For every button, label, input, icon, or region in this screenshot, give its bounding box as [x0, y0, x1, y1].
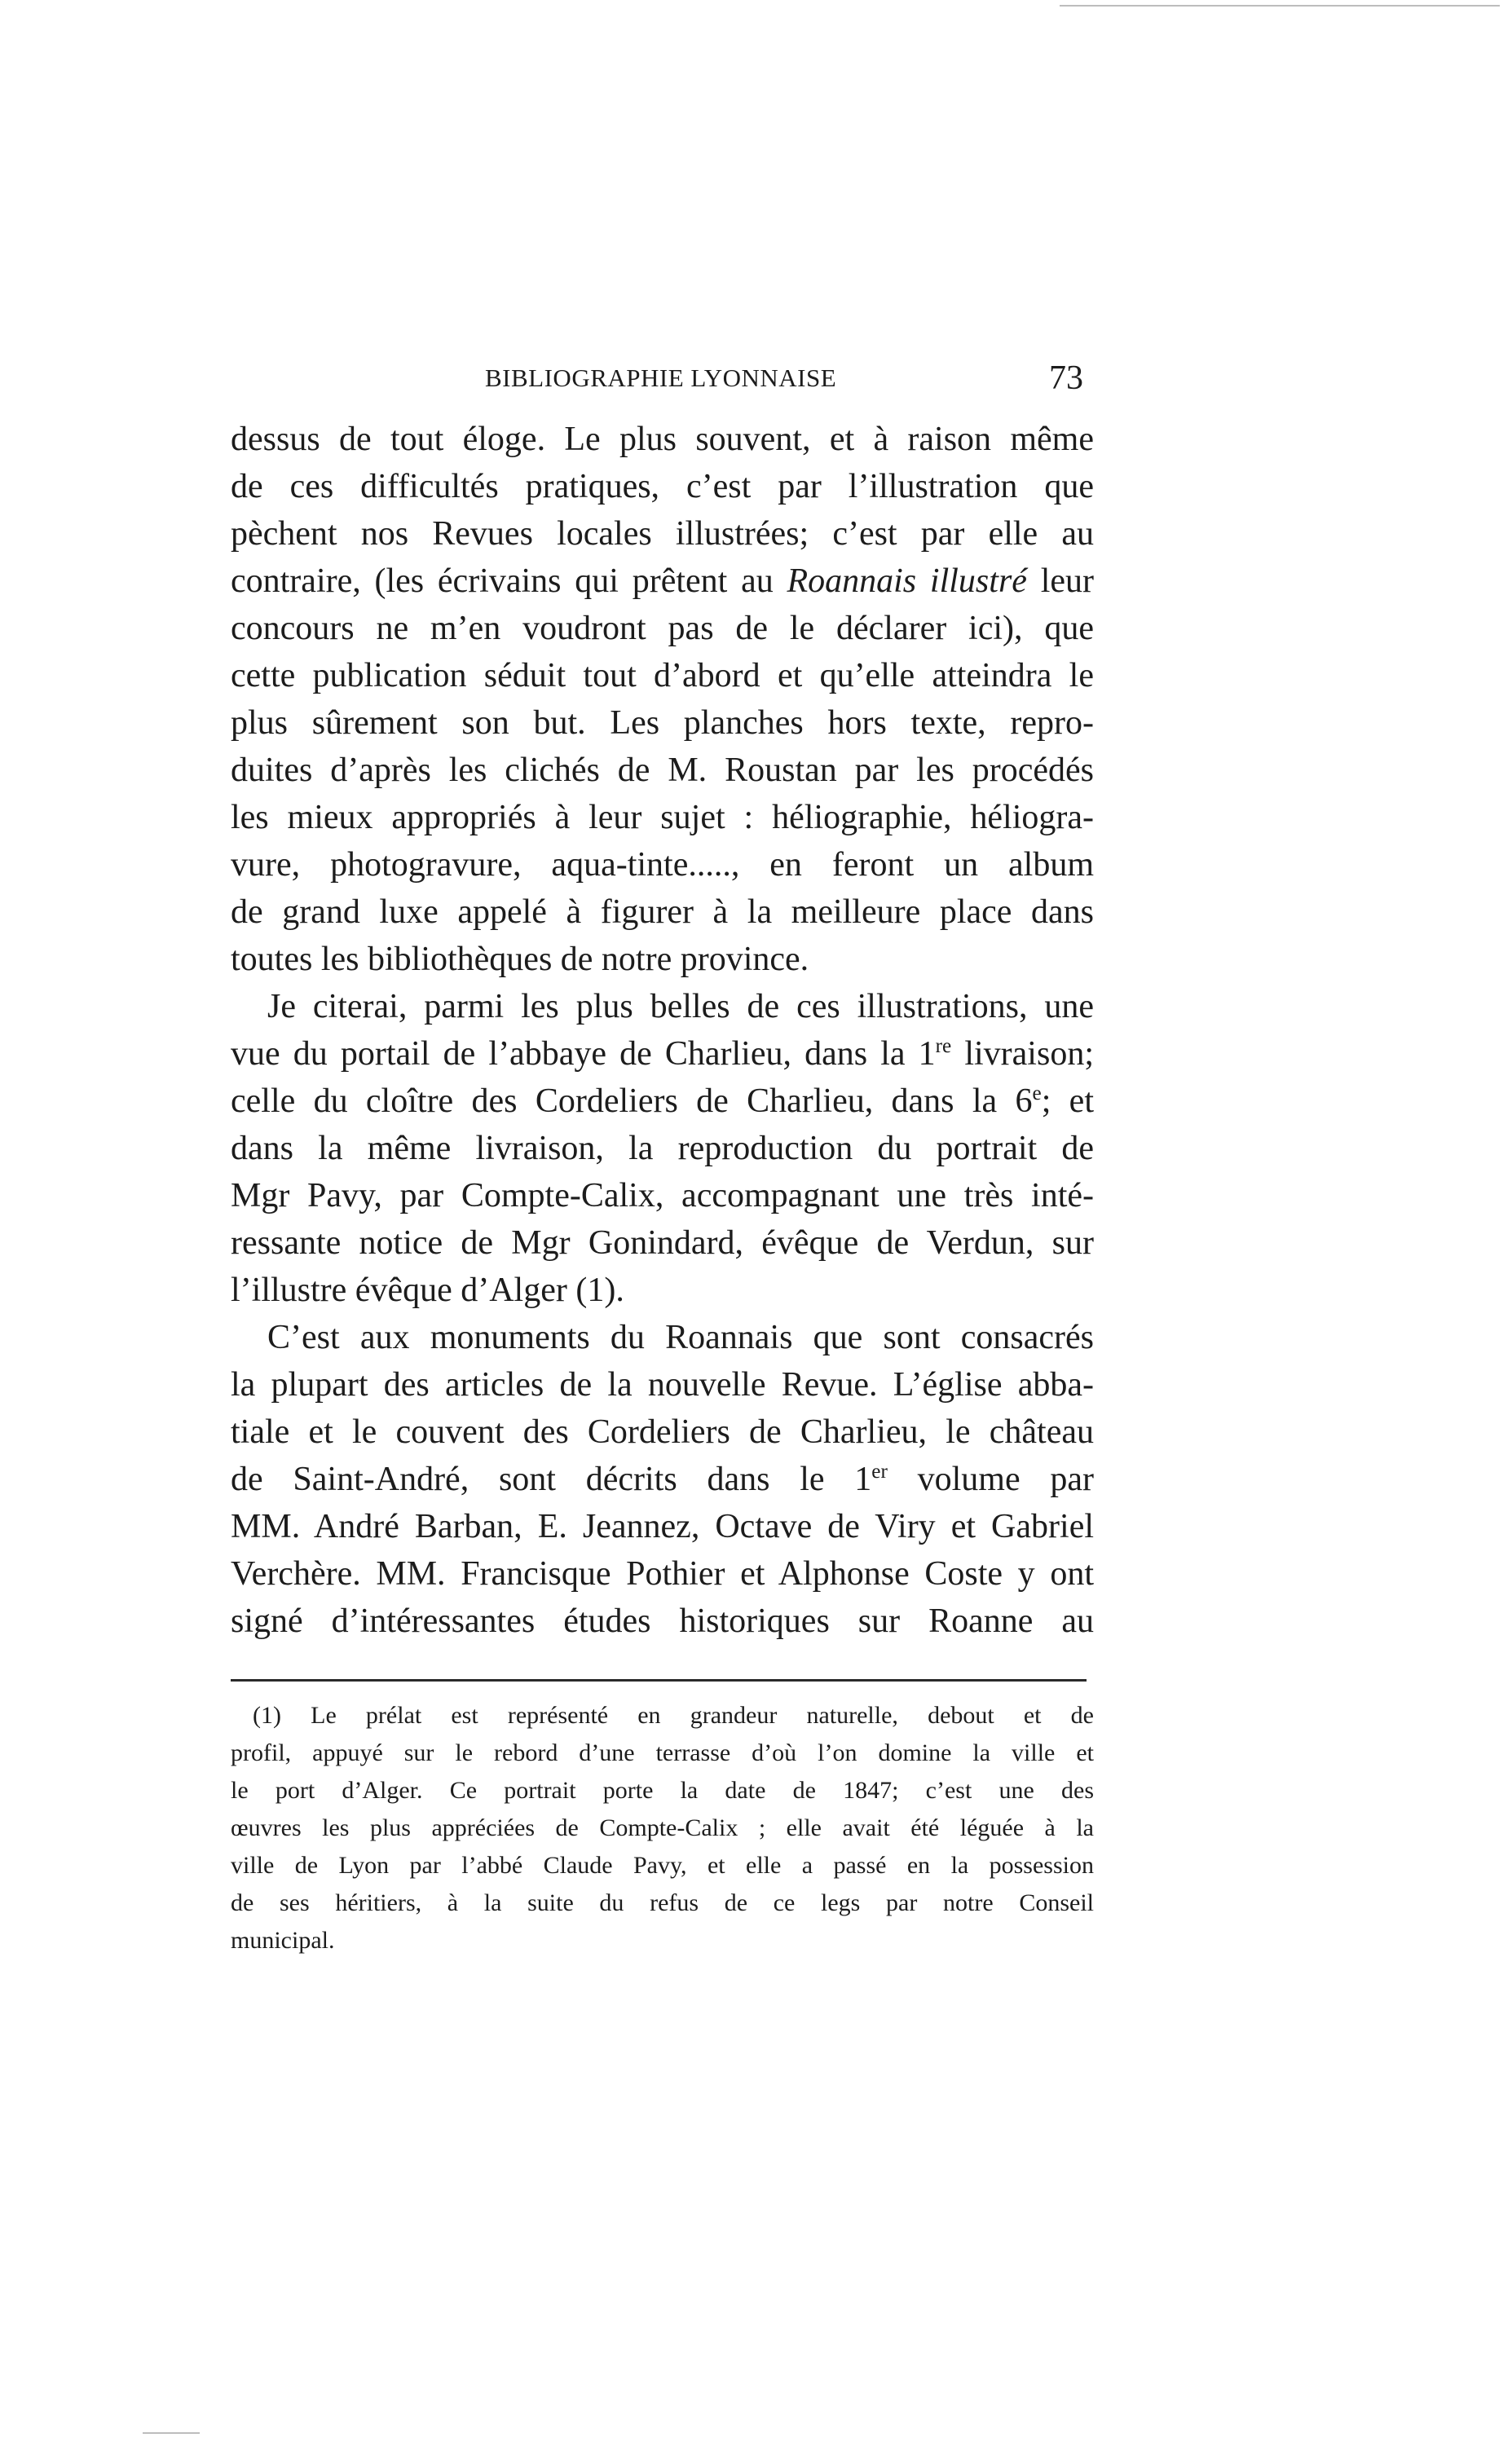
- text-line: la plupart des articles de la nouvelle Revue. L’église abba-: [231, 1366, 1094, 1404]
- text-line: toutes les bibliothèques de notre province.: [231, 941, 809, 978]
- text-line: Verchère. MM. Francisque Pothier et Alphonse Coste y ont: [231, 1555, 1094, 1593]
- text-line: les mieux appropriés à leur sujet : héliographie, héliogra-: [231, 799, 1094, 836]
- text-line: [231, 1462, 1094, 1496]
- text-line: signé d’intéressantes études historiques sur Roanne au: [231, 1602, 1094, 1640]
- text-line: [231, 1037, 1094, 1071]
- text-line: C’est aux monuments du Roannais que sont consacrés: [267, 1319, 1094, 1356]
- text-line: dans la même livraison, la reproduction du portrait de: [231, 1130, 1094, 1167]
- text-line: Je citerai, parmi les plus belles de ces illustrations, une: [267, 988, 1094, 1025]
- text-segment: leur: [1040, 562, 1094, 600]
- text-line: Mgr Pavy, par Compte-Calix, accompagnant une très inté-: [231, 1177, 1094, 1214]
- footnote-line: ville de Lyon par l’abbé Claude Pavy, et elle a passé en la possession: [231, 1852, 1094, 1879]
- text-segment: celle du cloître des Cordeliers de Charlieu, dans la 6: [231, 1082, 1033, 1120]
- journal-title-italic: Roannais illustré: [787, 562, 1027, 600]
- text-segment: livraison;: [951, 1035, 1094, 1073]
- text-line: tiale et le couvent des Cordeliers de Charlieu, le château: [231, 1413, 1094, 1451]
- text-line: de grand luxe appelé à figurer à la meilleure place dans: [231, 893, 1094, 931]
- text-line: concours ne m’en voudront pas de le déclarer ici), que: [231, 610, 1094, 647]
- footnote-line: municipal.: [231, 1927, 335, 1954]
- superscript: e: [1032, 1082, 1042, 1104]
- text-line: pèchent nos Revues locales illustrées; c’est par elle au: [231, 515, 1094, 553]
- text-line: dessus de tout éloge. Le plus souvent, et à raison même: [231, 421, 1094, 458]
- text-segment: de Saint-André, sont décrits dans le 1: [231, 1461, 872, 1498]
- text-line: MM. André Barban, E. Jeannez, Octave de Viry et Gabriel: [231, 1508, 1094, 1545]
- running-title: BIBLIOGRAPHIE LYONNAISE: [485, 364, 837, 392]
- top-edge-mark: [1060, 5, 1500, 7]
- text-line: cette publication séduit tout d’abord et qu’elle atteindra le: [231, 657, 1094, 694]
- page-number: 73: [1049, 359, 1083, 397]
- text-line: plus sûrement son but. Les planches hors texte, repro-: [231, 704, 1094, 742]
- footnote-rule: [231, 1679, 1087, 1682]
- text-line: ressante notice de Mgr Gonindard, évêque de Verdun, sur: [231, 1224, 1094, 1262]
- text-line: [231, 564, 1094, 598]
- text-line: duites d’après les clichés de M. Roustan par les procédés: [231, 752, 1094, 789]
- text-segment: volume par: [887, 1461, 1094, 1498]
- footnote-line: le port d’Alger. Ce portrait porte la date de 1847; c’est une des: [231, 1777, 1094, 1804]
- text-segment: ; et: [1041, 1082, 1094, 1120]
- footnote-line: (1) Le prélat est représenté en grandeur naturelle, debout et de: [253, 1702, 1094, 1729]
- superscript: re: [935, 1035, 952, 1057]
- bottom-edge-mark: [143, 2432, 200, 2434]
- text-line: l’illustre évêque d’Alger (1).: [231, 1272, 624, 1309]
- text-line: [231, 1084, 1094, 1118]
- superscript: er: [871, 1461, 888, 1483]
- footnote-line: œuvres les plus appréciées de Compte-Calix ; elle avait été léguée à la: [231, 1814, 1094, 1841]
- footnote-line: profil, appuyé sur le rebord d’une terrasse d’où l’on domine la ville et: [231, 1739, 1094, 1766]
- text-segment: vue du portail de l’abbaye de Charlieu, dans la 1: [231, 1035, 936, 1073]
- text-segment: contraire, (les écrivains qui prêtent au: [231, 562, 774, 600]
- text-line: vure, photogravure, aqua-tinte....., en feront un album: [231, 846, 1094, 884]
- text-line: de ces difficultés pratiques, c’est par l’illustration que: [231, 468, 1094, 505]
- footnote-line: de ses héritiers, à la suite du refus de ce legs par notre Conseil: [231, 1889, 1094, 1916]
